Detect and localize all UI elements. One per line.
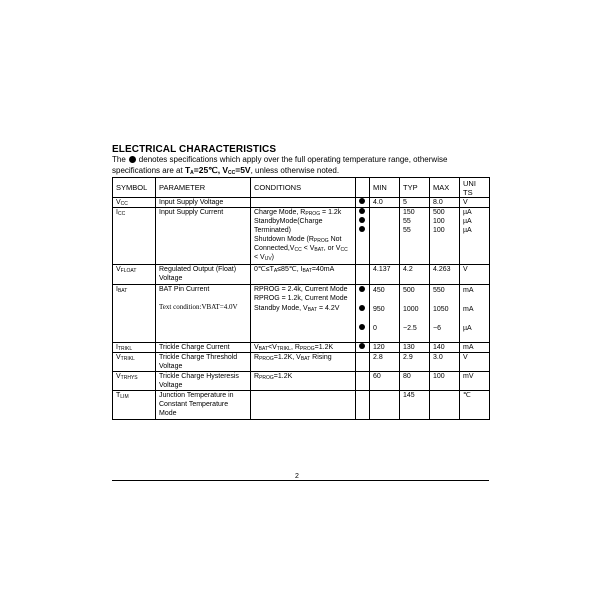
table-row	[113, 353, 490, 372]
full-temp-range-dot-icon	[359, 343, 365, 349]
symbol-cell: $V_{FLOAT}$	[113, 265, 156, 285]
min-cell: 2.8	[370, 353, 400, 372]
unit-cell: V	[460, 265, 490, 285]
parameter-cell: Input Supply Voltage	[156, 198, 251, 208]
symbol-cell: $V_{TRHYS}$	[113, 372, 156, 391]
header-symbol: SYMBOL	[113, 178, 156, 198]
footer-rule	[112, 480, 489, 481]
symbol-cell: $T_{LIM}$	[113, 391, 156, 420]
intro-paragraph: The denotes specifications which apply over the full operating temperature range, otherwise specifications are at $T_A=25℃$, $V_{CC}=5V$, unless otherwise noted.	[112, 155, 448, 176]
typ-cell: 4.2	[400, 265, 430, 285]
conditions-cell: $R_{PROG}=1.2K$, $V_{BAT}$ Rising	[251, 353, 356, 372]
table-row	[113, 265, 490, 285]
typ-cell: 2.9	[400, 353, 430, 372]
full-temp-range-dot-icon	[359, 217, 365, 223]
typ-cell: 80	[400, 372, 430, 391]
full-temp-range-dot-icon	[359, 208, 365, 214]
table-row	[113, 285, 490, 343]
full-temp-range-dot-icon	[359, 226, 365, 232]
max-cell: 8.0	[430, 198, 460, 208]
max-cell	[430, 391, 460, 420]
full-temp-range-dot-icon	[359, 286, 365, 292]
table-header-row	[113, 178, 490, 198]
typ-cell: 145	[400, 391, 430, 420]
header-conditions: CONDITIONS	[251, 178, 356, 198]
parameter-cell: Regulated Output (Float) Voltage	[156, 265, 251, 285]
dot-cell	[356, 353, 370, 372]
bullet-dot-icon	[129, 156, 136, 163]
min-cell	[370, 391, 400, 420]
dot-cell	[356, 372, 370, 391]
unit-cell: V	[460, 198, 490, 208]
max-cell: 550 1050 −6	[430, 285, 460, 343]
conditions-cell	[251, 198, 356, 208]
typ-cell: 150 55 55	[400, 208, 430, 265]
unit-cell: mA mA µA	[460, 285, 490, 343]
vcc-condition: $V_{CC}=5V$	[222, 165, 251, 176]
max-cell: 140	[430, 343, 460, 353]
max-cell: 4.263	[430, 265, 460, 285]
parameter-cell: Trickle Charge Threshold Voltage	[156, 353, 251, 372]
full-temp-range-dot-icon	[359, 305, 365, 311]
min-cell: 120	[370, 343, 400, 353]
symbol-cell: $I_{BAT}$	[113, 285, 156, 343]
conditions-cell: $R_{PROG}=1.2K$	[251, 372, 356, 391]
header-typ: TYP	[400, 178, 430, 198]
conditions-cell: $0℃\le T_A\le 85℃$, $I_{BAT}=40mA$	[251, 265, 356, 285]
typ-cell: 500 1000 −2.5	[400, 285, 430, 343]
table-row	[113, 343, 490, 353]
unit-cell: mA	[460, 343, 490, 353]
electrical-characteristics-table	[112, 177, 490, 420]
full-temp-range-dot-icon	[359, 324, 365, 330]
conditions-cell: $V_{BAT}<V_{TRIKL}$, $R_{PROG}=1.2K$	[251, 343, 356, 353]
unit-cell: V	[460, 353, 490, 372]
max-cell: 500 100 100	[430, 208, 460, 265]
section-heading: ELECTRICAL CHARACTERISTICS	[112, 144, 277, 155]
header-min: MIN	[370, 178, 400, 198]
table-row	[113, 198, 490, 208]
min-cell: 4.137	[370, 265, 400, 285]
header-dot-column	[356, 178, 370, 198]
full-temp-range-dot-icon	[359, 198, 365, 204]
min-cell: 60	[370, 372, 400, 391]
symbol-cell: $V_{CC}$	[113, 198, 156, 208]
min-cell	[370, 208, 400, 265]
dot-cell	[356, 198, 370, 208]
conditions-cell	[251, 391, 356, 420]
header-parameter: PARAMETER	[156, 178, 251, 198]
max-cell: 3.0	[430, 353, 460, 372]
header-units: UNI TS	[460, 178, 490, 198]
dot-cell	[356, 265, 370, 285]
parameter-cell: Junction Temperature in Constant Temperature Mode	[156, 391, 251, 420]
table-row	[113, 208, 490, 265]
dot-cell	[356, 343, 370, 353]
symbol-cell: $V_{TRIKL}$	[113, 353, 156, 372]
symbol-cell: $I_{TRIKL}$	[113, 343, 156, 353]
dot-cell	[356, 285, 370, 343]
unit-cell: ℃	[460, 391, 490, 420]
unit-cell: µA µA µA	[460, 208, 490, 265]
conditions-cell: RPROG = 2.4k, Current Mode RPROG = 1.2k, Current Mode Standby Mode, $V_{BAT} = 4.2V$	[251, 285, 356, 343]
header-max: MAX	[430, 178, 460, 198]
max-cell: 100	[430, 372, 460, 391]
ta-condition: $T_A=25℃$,	[184, 165, 221, 176]
table-row	[113, 372, 490, 391]
parameter-cell: Input Supply Current	[156, 208, 251, 265]
unit-cell: mV	[460, 372, 490, 391]
typ-cell: 5	[400, 198, 430, 208]
min-cell: 450 950 0	[370, 285, 400, 343]
table-row	[113, 391, 490, 420]
parameter-cell: Trickle Charge Current	[156, 343, 251, 353]
symbol-cell: $I_{CC}$	[113, 208, 156, 265]
conditions-cell: Charge Mode, $R_{PROG} = 1.2k$ StandbyMode(Charge Terminated) Shutdown Mode ($R_{PROG}$ Not $Connected,V_{CC} < V_{BAT}$, or $V_{CC} < V_{UV}$)	[251, 208, 356, 265]
min-cell: 4.0	[370, 198, 400, 208]
parameter-cell: Trickle Charge Hysteresis Voltage	[156, 372, 251, 391]
page-number: 2	[295, 473, 299, 480]
parameter-cell: BAT Pin Current Text condition:VBAT=4.0V	[156, 285, 251, 343]
dot-cell	[356, 391, 370, 420]
dot-cell	[356, 208, 370, 265]
typ-cell: 130	[400, 343, 430, 353]
